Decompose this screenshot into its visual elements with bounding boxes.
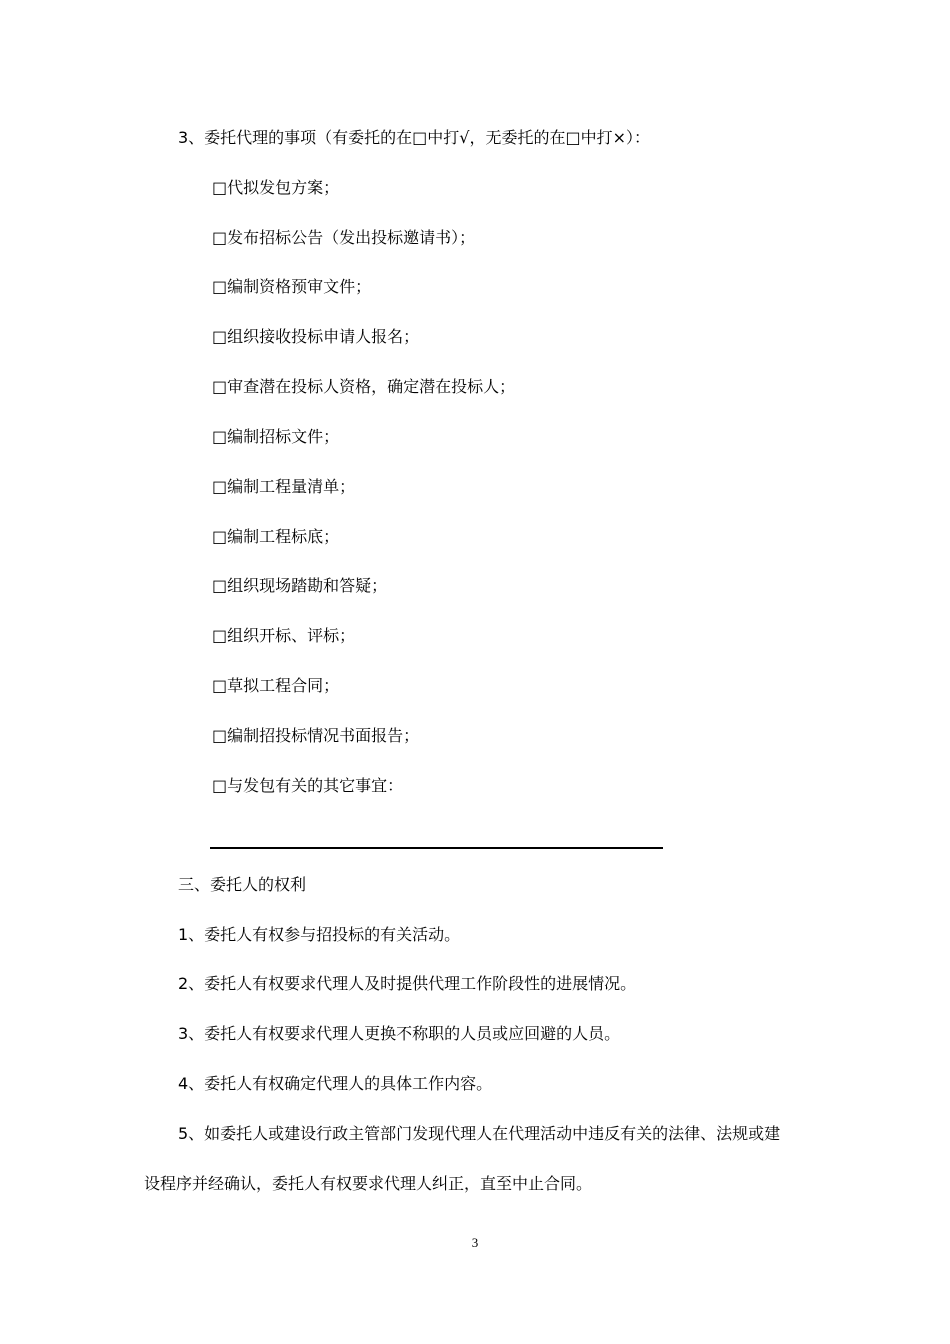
list-item: □编制资格预审文件； [212, 277, 372, 296]
list-item: □与发包有关的其它事宜： [212, 776, 404, 795]
paragraph: 1、委托人有权参与招投标的有关活动。 [178, 925, 461, 944]
paragraph: 4、委托人有权确定代理人的具体工作内容。 [178, 1074, 493, 1093]
list-item: □编制招投标情况书面报告； [212, 726, 420, 745]
section-heading: 3、委托代理的事项（有委托的在□中打√，无委托的在□中打×）： [178, 128, 651, 147]
list-item: □发布招标公告（发出投标邀请书）； [212, 228, 476, 247]
list-item: □组织开标、评标； [212, 626, 356, 645]
page-number: 3 [471, 1235, 479, 1250]
paragraph: 2、委托人有权要求代理人及时提供代理工作阶段性的进展情况。 [178, 974, 637, 993]
list-item: □编制工程标底； [212, 527, 340, 546]
list-item: □组织接收投标申请人报名； [212, 327, 420, 346]
list-item: □草拟工程合同； [212, 676, 340, 695]
list-item: □编制招标文件； [212, 427, 340, 446]
list-item: □组织现场踏勘和答疑； [212, 576, 388, 595]
paragraph: 3、委托人有权要求代理人更换不称职的人员或应回避的人员。 [178, 1024, 621, 1043]
paragraph-continuation: 设程序并经确认，委托人有权要求代理人纠正，直至中止合同。 [144, 1174, 593, 1193]
list-item: □编制工程量清单； [212, 477, 356, 496]
paragraph: 5、如委托人或建设行政主管部门发现代理人在代理活动中违反有关的法律、法规或建 [178, 1124, 781, 1143]
fill-in-underline [210, 847, 663, 849]
list-item: □审查潜在投标人资格，确定潜在投标人； [212, 377, 516, 396]
list-item: □代拟发包方案； [212, 178, 340, 197]
chapter-title: 三、委托人的权利 [178, 875, 307, 894]
